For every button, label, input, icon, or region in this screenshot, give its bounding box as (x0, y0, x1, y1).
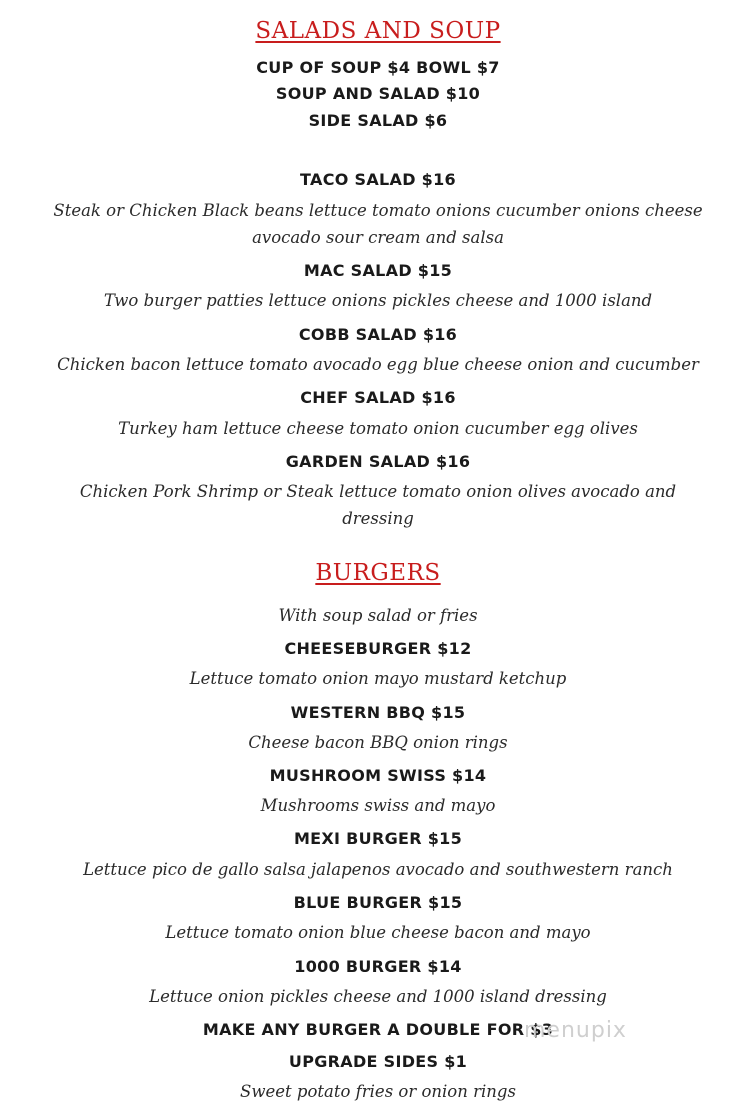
menu-item-western-bbq: WESTERN BBQ $15 (290, 703, 466, 722)
item-description-western-bbq: Cheese bacon BBQ onion rings (248, 733, 508, 752)
menu-item-mac-salad: MAC SALAD $15 (303, 261, 453, 280)
item-description-cobb-salad: Chicken bacon lettuce tomato avocado egg blue cheese onion and cucumber (57, 355, 699, 374)
menu-note-double-burger: MAKE ANY BURGER A DOUBLE FOR $3 (202, 1020, 554, 1039)
menu-item-cheeseburger: CHEESEBURGER $12 (284, 639, 472, 658)
menu-item-mexi-burger: MEXI BURGER $15 (293, 829, 463, 848)
watermark-logo: menupix (524, 1018, 627, 1043)
item-description-chef-salad: Turkey ham lettuce cheese tomato onion cucumber egg olives (118, 419, 638, 438)
section-subtitle-burgers: With soup salad or fries (278, 606, 478, 625)
menu-item-cobb-salad: COBB SALAD $16 (298, 325, 458, 344)
menu-item-soup-and-salad: SOUP AND SALAD $10 (275, 84, 481, 103)
menu-item-blue-burger: BLUE BURGER $15 (293, 893, 463, 912)
item-description-mushroom-swiss: Mushrooms swiss and mayo (260, 796, 496, 815)
item-description-1000-burger: Lettuce onion pickles cheese and 1000 island dressing (149, 987, 607, 1006)
item-description-taco-salad-line1: Steak or Chicken Black beans lettuce tomato onions cucumber onions cheese (53, 201, 703, 220)
item-description-mac-salad: Two burger patties lettuce onions pickles cheese and 1000 island (103, 291, 653, 310)
item-description-garden-salad-line2: dressing (342, 509, 414, 528)
item-description-cheeseburger: Lettuce tomato onion mayo mustard ketchup (189, 669, 567, 688)
item-description-garden-salad-line1: Chicken Pork Shrimp or Steak lettuce tomato onion olives avocado and (79, 482, 677, 501)
item-description-upgrade-sides: Sweet potato fries or onion rings (240, 1082, 516, 1101)
menu-item-garden-salad: GARDEN SALAD $16 (285, 452, 471, 471)
menu-item-side-salad: SIDE SALAD $6 (308, 111, 448, 130)
menu-item-upgrade-sides: UPGRADE SIDES $1 (288, 1052, 468, 1071)
menu-item-mushroom-swiss: MUSHROOM SWISS $14 (269, 766, 487, 785)
section-title-salads-and-soup: SALADS AND SOUP (255, 18, 501, 44)
item-description-blue-burger: Lettuce tomato onion blue cheese bacon and mayo (165, 923, 591, 942)
item-description-mexi-burger: Lettuce pico de gallo salsa jalapenos avocado and southwestern ranch (83, 860, 673, 879)
menu-item-taco-salad: TACO SALAD $16 (300, 170, 456, 189)
menu-item-cup-bowl-soup: CUP OF SOUP $4 BOWL $7 (256, 58, 500, 77)
item-description-taco-salad-line2: avocado sour cream and salsa (252, 228, 504, 247)
menu-item-chef-salad: CHEF SALAD $16 (300, 388, 456, 407)
menu-item-1000-burger: 1000 BURGER $14 (294, 957, 462, 976)
section-title-burgers: BURGERS (315, 560, 441, 586)
